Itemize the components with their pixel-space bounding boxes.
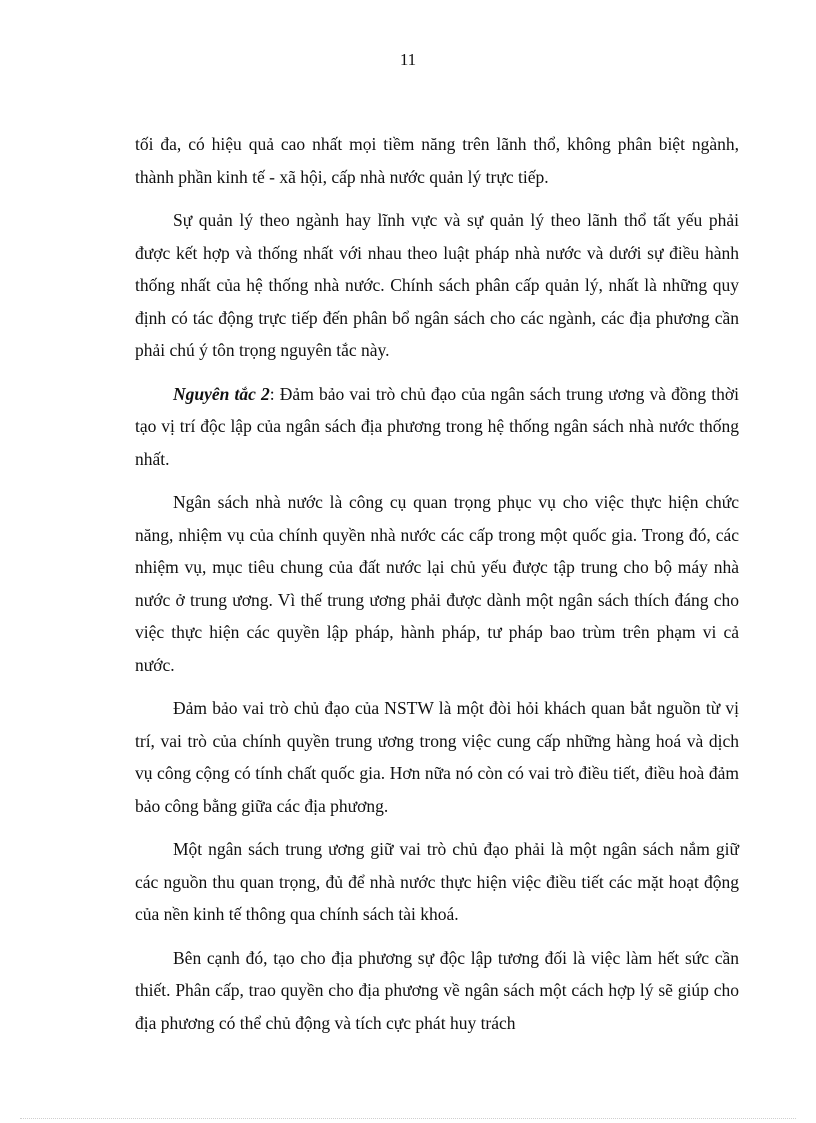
paragraph-principle	[135, 378, 739, 476]
paragraph: Ngân sách nhà nước là công cụ quan trọng phục vụ cho việc thực hiện chức năng, nhiệm vụ của chính quyền nhà nước các cấp trong một quốc gia. Trong đó, các nhiệm vụ, mục tiêu chung của đất nước lại chủ yếu được tập trung cho bộ máy nhà nước ở trung ương. Vì thế trung ương phải được dành một ngân sách thích đáng cho việc thực hiện các quyền lập pháp, hành pháp, tư pháp bao trùm trên phạm vi cả nước.	[135, 492, 739, 675]
paragraph: Một ngân sách trung ương giữ vai trò chủ đạo phải là một ngân sách nắm giữ các nguồn thu quan trọng, đủ để nhà nước thực hiện việc điều tiết các mặt hoạt động của nền kinh tế thông qua chính sách tài khoá.	[135, 839, 739, 924]
paragraph: Sự quản lý theo ngành hay lĩnh vực và sự quản lý theo lãnh thổ tất yếu phải được kết hợp và thống nhất với nhau theo luật pháp nhà nước và dưới sự điều hành thống nhất của hệ thống nhà nước. Chính sách phân cấp quản lý, nhất là những quy định có tác động trực tiếp đến phân bổ ngân sách cho các ngành, các địa phương cần phải chú ý tôn trọng nguyên tắc này.	[135, 210, 739, 360]
principle-text: : Đảm bảo vai trò chủ đạo của ngân sách trung ương và đồng thời tạo vị trí độc lập của ngân sách địa phương trong hệ thống ngân sách nhà nước thống nhất.	[135, 383, 739, 469]
paragraph: Bên cạnh đó, tạo cho địa phương sự độc lập tương đối là việc làm hết sức cần thiết. Phân cấp, trao quyền cho địa phương về ngân sách một cách hợp lý sẽ giúp cho địa phương có thể chủ động và tích cực phát huy trách	[135, 947, 739, 1033]
paragraph-continuation: tối đa, có hiệu quả cao nhất mọi tiềm năng trên lãnh thổ, không phân biệt ngành, thành phần kinh tế - xã hội, cấp nhà nước quản lý trực tiếp.	[135, 134, 739, 187]
document-body	[135, 128, 739, 1050]
page-bottom-divider	[20, 1118, 796, 1119]
principle-label: Nguyên tắc 2	[173, 383, 270, 404]
paragraph: Đảm bảo vai trò chủ đạo của NSTW là một đòi hỏi khách quan bắt nguồn từ vị trí, vai trò của chính quyền trung ương trong việc cung cấp những hàng hoá và dịch vụ công cộng có tính chất quốc gia. Hơn nữa nó còn có vai trò điều tiết, điều hoà đảm bảo công bằng giữa các địa phương.	[135, 698, 739, 816]
page-number: 11	[399, 50, 417, 69]
